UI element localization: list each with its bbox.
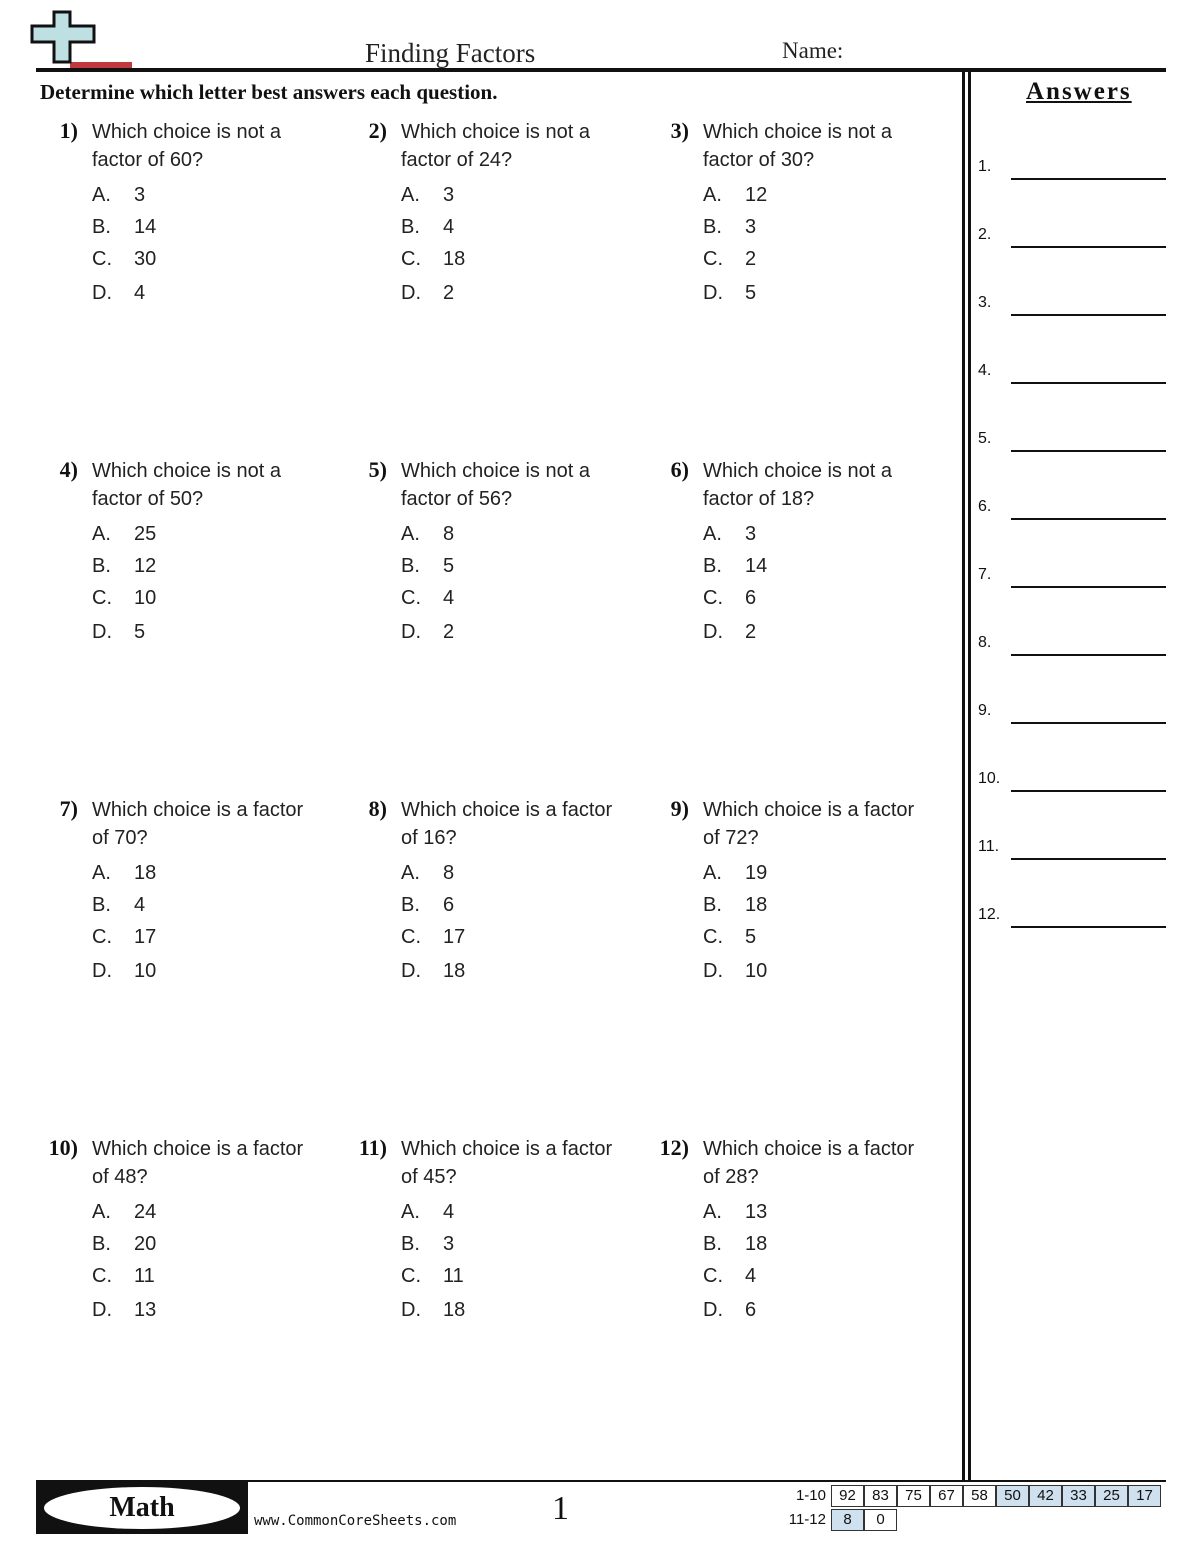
question-number: 10) <box>48 1135 78 1160</box>
choice-letter: D. <box>703 282 723 304</box>
question-text-line: of 16? <box>401 827 457 849</box>
answer-choice-b <box>401 216 454 239</box>
question-text-line: Which choice is a factor <box>92 1138 304 1160</box>
answer-choice-c <box>92 248 156 271</box>
answer-choice-a <box>401 1201 454 1224</box>
choice-letter: A. <box>92 184 111 206</box>
answer-blank[interactable] <box>1011 314 1166 316</box>
score-cell: 67 <box>930 1485 963 1507</box>
choice-letter: B. <box>703 1233 722 1255</box>
choice-letter: A. <box>92 862 111 884</box>
answer-choice-b <box>703 1233 767 1256</box>
score-cell: 75 <box>897 1485 930 1507</box>
math-label: Math <box>44 1487 240 1529</box>
question-number: 1) <box>59 118 78 143</box>
question-text-line: Which choice is a factor <box>703 799 915 821</box>
choice-letter: B. <box>401 1233 420 1255</box>
choice-value: 18 <box>443 1299 466 1321</box>
choice-value: 10 <box>745 960 768 982</box>
choice-value: 13 <box>134 1299 157 1321</box>
answer-number: 9. <box>978 702 992 719</box>
plus-logo-icon <box>30 10 135 72</box>
score-row-label: 11-12 <box>788 1511 826 1528</box>
answer-choice-d <box>703 282 756 305</box>
answer-line-12[interactable] <box>978 906 1168 936</box>
choice-value: 13 <box>745 1201 768 1223</box>
answer-choice-b <box>92 216 156 239</box>
question-text-line: of 28? <box>703 1166 759 1188</box>
answer-choice-c <box>703 926 756 949</box>
question-text-line: factor of 18? <box>703 488 815 510</box>
answer-line-5[interactable] <box>978 430 1168 460</box>
answer-blank[interactable] <box>1011 858 1166 860</box>
answer-choice-c <box>703 587 756 610</box>
choice-value: 2 <box>745 621 757 643</box>
answer-blank[interactable] <box>1011 586 1166 588</box>
question-number: 9) <box>670 796 689 821</box>
score-cell: 92 <box>831 1485 864 1507</box>
question-text-line: of 70? <box>92 827 148 849</box>
choice-value: 17 <box>443 926 466 948</box>
answer-blank[interactable] <box>1011 450 1166 452</box>
choice-value: 11 <box>443 1265 464 1287</box>
answer-choice-b <box>401 555 454 578</box>
answer-line-11[interactable] <box>978 838 1168 868</box>
choice-letter: C. <box>703 248 723 270</box>
choice-value: 5 <box>745 282 757 304</box>
answer-choice-d <box>92 282 145 305</box>
choice-letter: B. <box>703 894 722 916</box>
answer-blank[interactable] <box>1011 790 1166 792</box>
answer-line-3[interactable] <box>978 294 1168 324</box>
answer-choice-b <box>703 894 767 917</box>
choice-letter: C. <box>703 1265 723 1287</box>
answers-title: Answers <box>1026 78 1132 105</box>
answer-choice-b <box>703 555 767 578</box>
question-number: 3) <box>670 118 689 143</box>
question-text <box>92 1135 342 1191</box>
answer-choice-d <box>703 1299 756 1322</box>
question-number: 2) <box>368 118 387 143</box>
choice-letter: A. <box>703 184 722 206</box>
answer-choice-b <box>401 894 454 917</box>
question-text-line: of 48? <box>92 1166 148 1188</box>
score-cell: 50 <box>996 1485 1029 1507</box>
choice-letter: A. <box>92 1201 111 1223</box>
choice-letter: C. <box>401 926 421 948</box>
choice-letter: C. <box>703 587 723 609</box>
choice-letter: B. <box>92 894 111 916</box>
answer-number: 11. <box>978 838 1000 855</box>
question-number: 7) <box>59 796 78 821</box>
choice-letter: D. <box>92 282 112 304</box>
answer-choice-d <box>401 960 465 983</box>
choice-value: 2 <box>443 282 455 304</box>
question-text <box>92 796 342 852</box>
choice-value: 10 <box>134 960 157 982</box>
answer-choice-a <box>401 862 454 885</box>
question-text-line: Which choice is not a <box>703 460 892 482</box>
answer-choice-b <box>703 216 756 239</box>
choice-letter: D. <box>92 621 112 643</box>
score-cell: 17 <box>1128 1485 1161 1507</box>
question-text-line: factor of 24? <box>401 149 513 171</box>
question-text <box>703 118 953 174</box>
answer-number: 1. <box>978 158 992 175</box>
choice-letter: D. <box>401 1299 421 1321</box>
answer-blank[interactable] <box>1011 722 1166 724</box>
answer-choice-a <box>92 523 156 546</box>
choice-letter: B. <box>401 216 420 238</box>
answer-blank[interactable] <box>1011 178 1166 180</box>
answer-choice-c <box>92 1265 155 1288</box>
worksheet-title: Finding Factors <box>365 38 536 68</box>
answer-number: 4. <box>978 362 992 379</box>
choice-letter: C. <box>401 587 421 609</box>
question-number: 11) <box>358 1135 387 1160</box>
choice-letter: B. <box>703 216 722 238</box>
question-text-line: Which choice is not a <box>92 121 281 143</box>
choice-letter: D. <box>401 960 421 982</box>
choice-value: 6 <box>443 894 455 916</box>
choice-letter: B. <box>92 216 111 238</box>
answer-blank[interactable] <box>1011 654 1166 656</box>
choice-value: 11 <box>134 1265 155 1287</box>
answer-choice-b <box>92 555 156 578</box>
question-text-line: Which choice is not a <box>703 121 892 143</box>
question-text-line: Which choice is a factor <box>401 799 613 821</box>
choice-value: 2 <box>443 621 455 643</box>
question-number: 4) <box>59 457 78 482</box>
choice-value: 20 <box>134 1233 157 1255</box>
name-label: Name: <box>782 38 844 63</box>
choice-value: 25 <box>134 523 157 545</box>
answer-choice-d <box>401 621 454 644</box>
question-text-line: Which choice is not a <box>92 460 281 482</box>
answer-line-9[interactable] <box>978 702 1168 732</box>
choice-value: 5 <box>443 555 455 577</box>
choice-letter: D. <box>703 960 723 982</box>
choice-letter: A. <box>92 523 111 545</box>
choice-value: 14 <box>134 216 157 238</box>
choice-value: 8 <box>443 523 455 545</box>
math-badge <box>36 1482 248 1534</box>
question-number: 12) <box>659 1135 689 1160</box>
choice-letter: C. <box>703 926 723 948</box>
choice-value: 5 <box>134 621 146 643</box>
answer-choice-b <box>92 1233 156 1256</box>
choice-letter: B. <box>92 1233 111 1255</box>
choice-value: 4 <box>134 894 146 916</box>
column-divider <box>962 70 965 1482</box>
answer-choice-a <box>703 184 767 207</box>
question-text-line: factor of 50? <box>92 488 204 510</box>
answer-line-8[interactable] <box>978 634 1168 664</box>
choice-letter: A. <box>401 1201 420 1223</box>
choice-letter: A. <box>703 862 722 884</box>
choice-value: 12 <box>134 555 157 577</box>
choice-letter: A. <box>401 862 420 884</box>
question-text-line: factor of 56? <box>401 488 513 510</box>
choice-value: 6 <box>745 1299 757 1321</box>
website-link[interactable]: www.CommonCoreSheets.com <box>254 1513 457 1529</box>
question-number: 6) <box>670 457 689 482</box>
choice-value: 18 <box>443 960 466 982</box>
answer-choice-d <box>401 282 454 305</box>
answer-choice-b <box>401 1233 454 1256</box>
choice-letter: C. <box>92 926 112 948</box>
answer-number: 10. <box>978 770 1001 787</box>
question-text-line: Which choice is not a <box>401 460 590 482</box>
choice-letter: B. <box>703 555 722 577</box>
choice-value: 4 <box>443 587 455 609</box>
question-text-line: Which choice is not a <box>401 121 590 143</box>
answer-number: 6. <box>978 498 992 515</box>
answer-choice-d <box>92 960 156 983</box>
answer-choice-c <box>703 1265 756 1288</box>
score-cell: 8 <box>831 1509 864 1531</box>
answer-choice-c <box>401 587 454 610</box>
answer-line-10[interactable] <box>978 770 1168 800</box>
score-cell: 0 <box>864 1509 897 1531</box>
answer-choice-a <box>703 523 756 546</box>
choice-letter: D. <box>92 1299 112 1321</box>
question-text <box>401 796 651 852</box>
answer-number: 12. <box>978 906 1001 923</box>
answer-choice-c <box>92 587 156 610</box>
choice-letter: D. <box>401 282 421 304</box>
answer-choice-d <box>703 960 767 983</box>
page-number: 1 <box>552 1490 569 1527</box>
answer-choice-a <box>92 862 156 885</box>
choice-value: 3 <box>745 523 757 545</box>
choice-value: 4 <box>745 1265 757 1287</box>
choice-value: 12 <box>745 184 768 206</box>
choice-value: 3 <box>134 184 146 206</box>
question-text-line: Which choice is a factor <box>92 799 304 821</box>
answer-choice-c <box>401 248 465 271</box>
choice-letter: C. <box>401 1265 421 1287</box>
score-row-label: 1-10 <box>795 1487 826 1504</box>
question-text <box>92 118 342 174</box>
choice-letter: A. <box>703 1201 722 1223</box>
answer-blank[interactable] <box>1011 246 1166 248</box>
choice-letter: D. <box>401 621 421 643</box>
choice-value: 24 <box>134 1201 157 1223</box>
answer-number: 5. <box>978 430 992 447</box>
answer-number: 7. <box>978 566 992 583</box>
choice-value: 18 <box>745 1233 768 1255</box>
choice-value: 30 <box>134 248 157 270</box>
question-text-line: of 45? <box>401 1166 457 1188</box>
question-number: 8) <box>368 796 387 821</box>
answer-choice-a <box>703 1201 767 1224</box>
answer-choice-a <box>401 184 454 207</box>
score-cell: 83 <box>864 1485 897 1507</box>
choice-letter: B. <box>401 894 420 916</box>
answer-blank[interactable] <box>1011 926 1166 928</box>
choice-value: 4 <box>443 1201 455 1223</box>
answer-number: 2. <box>978 226 992 243</box>
choice-letter: B. <box>401 555 420 577</box>
answer-line-6[interactable] <box>978 498 1168 528</box>
choice-letter: A. <box>401 523 420 545</box>
answer-number: 3. <box>978 294 992 311</box>
choice-value: 2 <box>745 248 757 270</box>
choice-value: 18 <box>745 894 768 916</box>
header-rule <box>36 68 1166 72</box>
choice-value: 8 <box>443 862 455 884</box>
answer-choice-a <box>401 523 454 546</box>
answer-choice-c <box>92 926 156 949</box>
choice-value: 6 <box>745 587 757 609</box>
column-divider <box>968 70 971 1482</box>
score-cell: 58 <box>963 1485 996 1507</box>
answer-blank[interactable] <box>1011 382 1166 384</box>
question-text-line: Which choice is a factor <box>401 1138 613 1160</box>
choice-letter: C. <box>92 248 112 270</box>
choice-value: 18 <box>443 248 466 270</box>
choice-value: 3 <box>443 184 455 206</box>
answer-line-1[interactable] <box>978 158 1168 188</box>
question-text <box>703 457 953 513</box>
choice-value: 3 <box>443 1233 455 1255</box>
choice-letter: A. <box>401 184 420 206</box>
answer-choice-a <box>703 862 767 885</box>
answer-line-7[interactable] <box>978 566 1168 596</box>
answer-choice-a <box>92 1201 156 1224</box>
choice-letter: C. <box>401 248 421 270</box>
answer-choice-d <box>401 1299 465 1322</box>
question-text <box>703 796 953 852</box>
choice-value: 18 <box>134 862 157 884</box>
answer-number: 8. <box>978 634 992 651</box>
answer-choice-d <box>92 1299 156 1322</box>
score-cell: 33 <box>1062 1485 1095 1507</box>
choice-value: 3 <box>745 216 757 238</box>
answer-choice-c <box>703 248 756 271</box>
choice-value: 5 <box>745 926 757 948</box>
question-text-line: factor of 60? <box>92 149 204 171</box>
answer-choice-d <box>703 621 756 644</box>
question-text-line: factor of 30? <box>703 149 815 171</box>
score-cell: 25 <box>1095 1485 1128 1507</box>
answer-choice-b <box>92 894 145 917</box>
score-cell: 42 <box>1029 1485 1062 1507</box>
answer-line-2[interactable] <box>978 226 1168 256</box>
choice-value: 14 <box>745 555 768 577</box>
choice-letter: B. <box>92 555 111 577</box>
answer-blank[interactable] <box>1011 518 1166 520</box>
question-text-line: of 72? <box>703 827 759 849</box>
answer-choice-d <box>92 621 145 644</box>
choice-value: 4 <box>443 216 455 238</box>
choice-letter: C. <box>92 587 112 609</box>
answer-choice-c <box>401 926 465 949</box>
choice-value: 19 <box>745 862 768 884</box>
choice-value: 10 <box>134 587 157 609</box>
question-text <box>401 118 651 174</box>
choice-value: 4 <box>134 282 146 304</box>
choice-value: 17 <box>134 926 157 948</box>
answer-line-4[interactable] <box>978 362 1168 392</box>
question-text <box>401 1135 651 1191</box>
answer-choice-a <box>92 184 145 207</box>
choice-letter: C. <box>92 1265 112 1287</box>
answer-choice-c <box>401 1265 464 1288</box>
choice-letter: D. <box>703 1299 723 1321</box>
choice-letter: D. <box>92 960 112 982</box>
question-text-line: Which choice is a factor <box>703 1138 915 1160</box>
question-text <box>92 457 342 513</box>
question-text <box>401 457 651 513</box>
question-number: 5) <box>368 457 387 482</box>
question-text <box>703 1135 953 1191</box>
choice-letter: D. <box>703 621 723 643</box>
choice-letter: A. <box>703 523 722 545</box>
instructions: Determine which letter best answers each question. <box>40 80 498 104</box>
